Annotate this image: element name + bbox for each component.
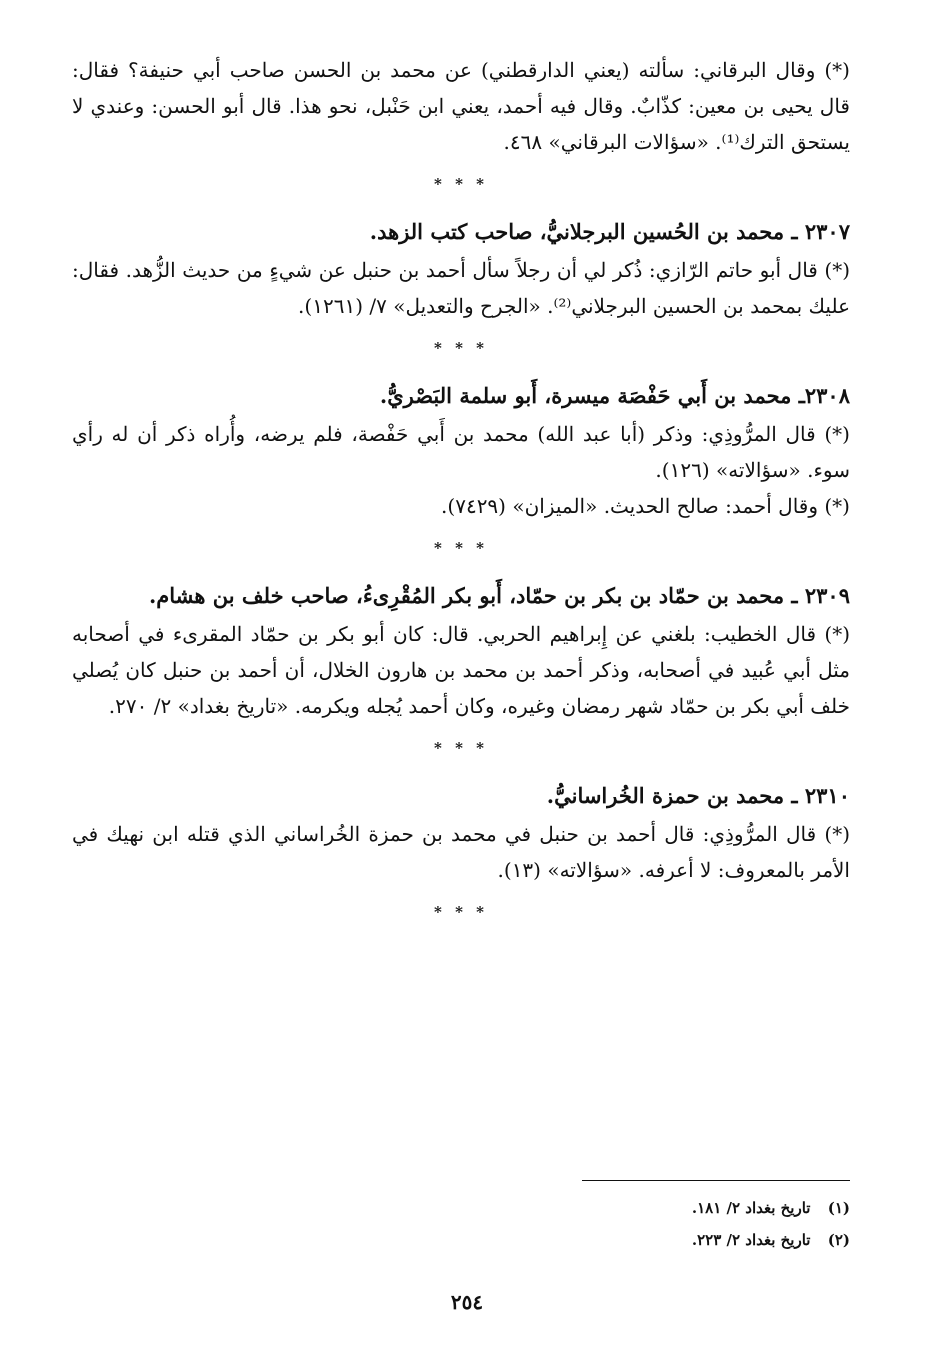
footnotes [290, 1192, 850, 1256]
entry-heading: ٢٣٠٨ـ محمد بن أَبي حَفْصَة ميسرة، أَبو سلمة البَصْريُّ. [379, 383, 850, 408]
entry-block [72, 376, 850, 524]
entry-paragraph: (*) قال الخطيب: بلغني عن إِبراهيم الحربي. قال: كان أبو بكر بن حمّاد المقرىء في أصحابه مثل أبي عُبيد في أصحابه، وذكر أحمد بن محمد بن هارون الخلال، أن أحمد بن حنبل كان يُصلي خلف أبي بكر بن حمّاد شهر رمضان وغيره، وكان أحمد يُجله ويكرمه. «تاريخ بغداد» ٢/ ٢٧٠. [72, 622, 850, 718]
footnote-number: (١) [827, 1199, 850, 1217]
section-separator: * * * [434, 175, 488, 193]
footnote-divider [582, 1180, 850, 1181]
section-separator: * * * [434, 903, 488, 921]
section-separator: * * * [434, 539, 488, 557]
footnote [290, 1224, 850, 1256]
footnote-number: (٢) [827, 1231, 850, 1249]
entry-block [72, 52, 850, 160]
entry-block [72, 212, 850, 324]
entry-paragraph: (*) وقال البرقاني: سألته (يعني الدارقطني) عن محمد بن الحسن صاحب أبي حنيفة؟ فقال: قال يحيى بن معين: كذّابٌ. وقال فيه أحمد، يعني ابن حَنْبل، نحو هذا. قال أبو الحسن: وعندي لا يستحق الترك⁽¹⁾. «سؤالات البرقاني» ٤٦٨. [72, 58, 850, 154]
section-separator: * * * [434, 339, 488, 357]
page-number: ٢٥٤ [450, 1290, 484, 1314]
entry-block [72, 776, 850, 888]
entry-block [72, 576, 850, 724]
entry-paragraph: (*) وقال أحمد: صالح الحديث. «الميزان» (٧٤٢٩). [441, 494, 850, 518]
entry-heading: ٢٣٠٩ ـ محمد بن حمّاد بن بكر بن حمّاد، أَبو بكر المُقْرِىءُ، صاحب خلف بن هشام. [148, 583, 850, 608]
footnote-text: تاريخ بغداد ٢/ ١٨١. [691, 1199, 811, 1217]
section-separator: * * * [434, 739, 488, 757]
entry-paragraph: (*) قال المرُّوذِي: قال أحمد بن حنبل في محمد بن حمزة الخُراساني الذي قتله ابن نهيك في الأمر بالمعروف: لا أعرفه. «سؤالاته» (١٣). [72, 822, 850, 882]
footnote [290, 1192, 850, 1224]
entry-heading: ٢٣١٠ ـ محمد بن حمزة الخُراسانيُّ. [546, 783, 850, 808]
entry-heading: ٢٣٠٧ ـ محمد بن الحُسين البرجلانيُّ، صاحب كتب الزهد. [369, 219, 850, 244]
footnote-text: تاريخ بغداد ٢/ ٢٢٣. [691, 1231, 811, 1249]
entry-paragraph: (*) قال المرُّوذِي: وذكر (أبا عبد الله) محمد بن أَبي حَفْصة، فلم يرضه، وأُراه ذكر أن له رأي سوء. «سؤالاته» (١٢٦). [72, 422, 850, 482]
entry-paragraph: (*) قال أبو حاتم الرّازي: ذُكر لي أن رجلاً سأل أحمد بن حنبل عن شيءٍ من حديث الزُّهد. فقال: عليك بمحمد بن الحسين البرجلاني⁽²⁾. «الجرح والتعديل» ٧/ (١٢٦١). [72, 258, 850, 318]
